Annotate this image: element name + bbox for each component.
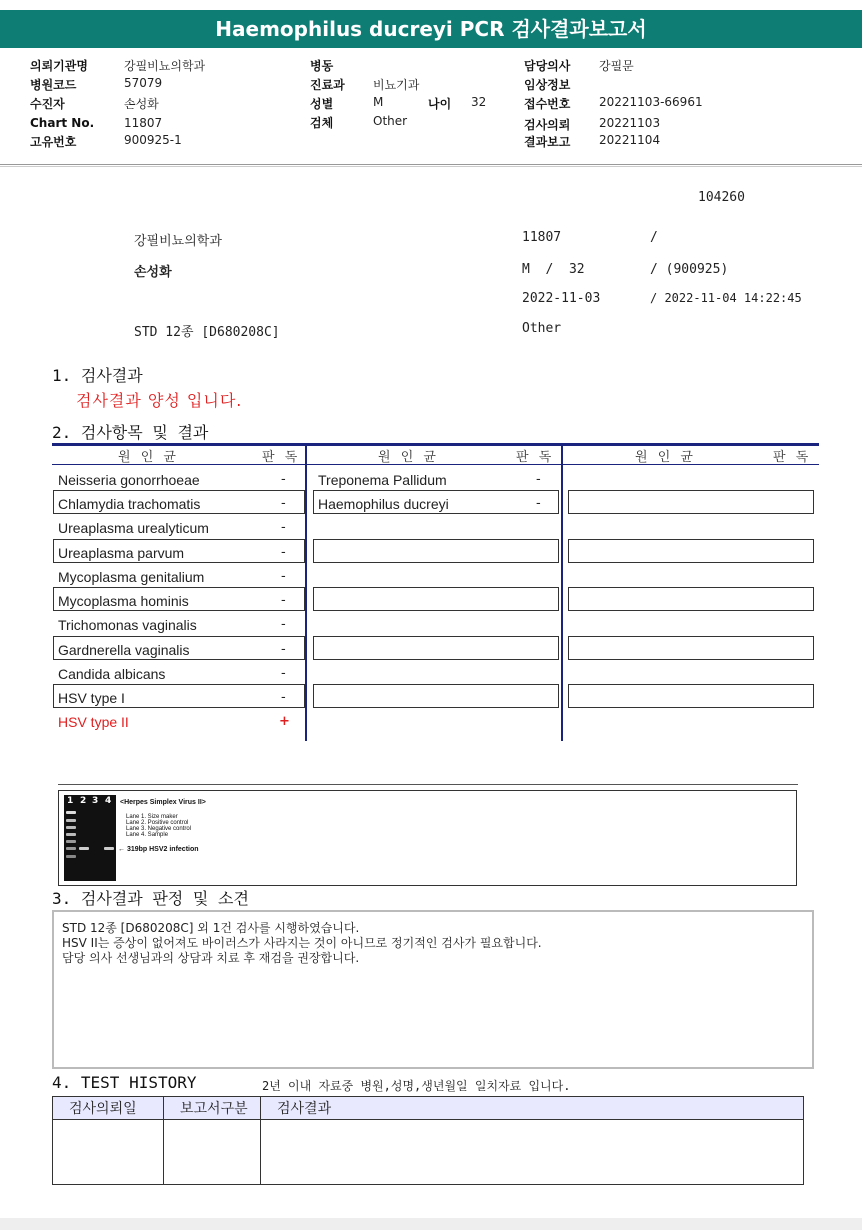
report-title: Haemophilus ducreyi PCR 검사결과보고서 xyxy=(0,10,862,48)
sex-label: 성별 xyxy=(310,97,334,111)
lane-number: 3 xyxy=(92,796,99,806)
history-cell xyxy=(164,1120,261,1185)
history-col-report-type: 보고서구분 xyxy=(164,1097,261,1120)
history-col-result: 검사결과 xyxy=(261,1097,804,1120)
pathogen-name: Haemophilus ducreyi xyxy=(318,496,449,512)
page-bottom-strip xyxy=(0,1218,862,1230)
ladder-band xyxy=(66,847,76,850)
gel-electrophoresis-image xyxy=(64,795,116,881)
summary-code: 104260 xyxy=(698,190,745,205)
pathogen-name: Neisseria gonorrhoeae xyxy=(58,472,200,488)
summary-test: STD 12종 [D680208C] xyxy=(134,325,280,340)
header-pathogen-3: 원 인 균 xyxy=(635,450,696,465)
positive-control-band xyxy=(79,847,89,850)
pathogen-name: Trichomonas vaginalis xyxy=(58,617,197,633)
pathogen-result: - xyxy=(281,593,286,608)
opinion-line: HSV II는 증상이 없어져도 바이러스가 사라지는 것이 아니므로 정기적인 검사가 필요합니다. xyxy=(62,936,542,950)
pathogen-name: Candida albicans xyxy=(58,666,166,682)
header-divider-shadow xyxy=(0,166,862,167)
hospital-code-label: 병원코드 xyxy=(30,78,77,92)
header-divider xyxy=(0,164,862,165)
history-header-row xyxy=(53,1097,804,1120)
summary-hospital: 강필비뇨의학과 xyxy=(134,234,222,249)
unique-id-label: 고유번호 xyxy=(30,135,77,149)
lane-number: 1 xyxy=(67,796,74,806)
doctor-label: 담당의사 xyxy=(524,59,571,73)
request-date-value: 20221103 xyxy=(599,116,661,130)
patient-label: 수진자 xyxy=(30,97,65,111)
receipt-no-value: 20221103-66961 xyxy=(599,95,703,109)
row-box xyxy=(568,636,814,660)
pathogen-result: - xyxy=(281,472,286,487)
specimen-value: Other xyxy=(373,114,408,128)
history-note: 2년 이내 자료중 병원,성명,생년월일 일치자료 입니다. xyxy=(262,1079,571,1093)
row-box xyxy=(568,539,814,563)
row-box xyxy=(568,684,814,708)
pathogen-name: Ureaplasma urealyticum xyxy=(58,520,209,536)
lane-number: 4 xyxy=(105,796,112,806)
figure-rule xyxy=(58,784,798,785)
grid-divider-1 xyxy=(305,443,307,741)
ward-label: 병동 xyxy=(310,59,334,73)
gel-legend-item: Lane 2. Positive control xyxy=(126,820,189,826)
summary-report-datetime: / 2022-11-04 14:22:45 xyxy=(650,291,802,305)
gel-legend-item: Lane 4. Sample xyxy=(126,832,169,838)
opinion-line: 담당 의사 선생님과의 상담과 치료 후 재검을 권장합니다. xyxy=(62,951,360,965)
pathogen-name: Mycoplasma genitalium xyxy=(58,569,205,585)
gel-legend-item: Lane 3. Negative control xyxy=(126,826,192,832)
history-cell xyxy=(261,1120,804,1185)
pathogen-result: - xyxy=(281,690,286,705)
summary-chart: 11807 xyxy=(522,230,562,245)
hospital-label: 의뢰기관명 xyxy=(30,59,88,73)
header-result-1: 판 독 xyxy=(262,450,301,465)
chart-no-value: 11807 xyxy=(124,116,163,130)
summary-sex-age: M / 32 xyxy=(522,262,585,277)
department-value: 비뇨기과 xyxy=(373,78,420,92)
pathogen-result: - xyxy=(281,496,286,511)
pathogen-name: Mycoplasma hominis xyxy=(58,593,189,609)
history-col-request-date: 검사의뢰일 xyxy=(53,1097,164,1120)
positive-result-text: 검사결과 양성 입니다. xyxy=(76,391,243,410)
pathogen-name: Treponema Pallidum xyxy=(318,472,447,488)
section1-title: 1. 검사결과 xyxy=(52,366,143,385)
report-date-value: 20221104 xyxy=(599,133,661,147)
section3-title: 3. 검사결과 판정 및 소견 xyxy=(52,889,249,908)
pathogen-name: Chlamydia trachomatis xyxy=(58,496,201,512)
sample-band xyxy=(104,847,114,850)
band-annotation: ← 319bp HSV2 infection xyxy=(118,846,199,853)
pathogen-name: Ureaplasma parvum xyxy=(58,545,185,561)
pathogen-name: Gardnerella vaginalis xyxy=(58,642,190,658)
row-box xyxy=(313,684,559,708)
report-date-label: 결과보고 xyxy=(524,135,571,149)
specimen-label: 검체 xyxy=(310,116,334,130)
pathogen-result: - xyxy=(281,666,286,681)
pathogen-result: - xyxy=(536,472,541,487)
receipt-no-label: 접수번호 xyxy=(524,97,571,111)
header-pathogen-1: 원 인 균 xyxy=(118,450,179,465)
pathogen-result-positive: + xyxy=(279,714,290,729)
pathogen-name-positive: HSV type II xyxy=(58,714,129,730)
summary-request-date: 2022-11-03 xyxy=(522,291,601,306)
age-value: 32 xyxy=(471,95,487,109)
summary-slash: / xyxy=(650,230,658,245)
hospital-code-value: 57079 xyxy=(124,76,163,90)
pathogen-name: HSV type I xyxy=(58,690,125,706)
ladder-band xyxy=(66,826,76,829)
pathogen-result: - xyxy=(281,617,286,632)
clinical-info-label: 임상정보 xyxy=(524,78,571,92)
ladder-band xyxy=(66,811,76,814)
header-pathogen-2: 원 인 균 xyxy=(378,450,439,465)
ladder-band xyxy=(66,833,76,836)
row-box xyxy=(313,587,559,611)
chart-no-label: Chart No. xyxy=(30,116,95,130)
ladder-band xyxy=(66,855,76,858)
header-result-3: 판 독 xyxy=(773,450,812,465)
section2-title: 2. 검사항목 및 결과 xyxy=(52,423,209,442)
row-box xyxy=(313,636,559,660)
opinion-line: STD 12종 [D680208C] 외 1건 검사를 시행하였습니다. xyxy=(62,921,360,935)
ladder-band xyxy=(66,840,76,843)
pathogen-result: - xyxy=(281,520,286,535)
grid-divider-2 xyxy=(561,443,563,741)
ladder-band xyxy=(66,819,76,822)
history-table xyxy=(52,1096,804,1185)
sex-value: M xyxy=(373,95,384,109)
row-box xyxy=(313,539,559,563)
gel-legend-item: Lane 1. Size maker xyxy=(126,814,178,820)
age-label: 나이 xyxy=(428,97,452,111)
row-box xyxy=(568,490,814,514)
hospital-value: 강필비뇨의학과 xyxy=(124,59,206,73)
request-date-label: 검사의뢰 xyxy=(524,118,571,132)
unique-id-value: 900925-1 xyxy=(124,133,182,147)
summary-patient: 손성화 xyxy=(134,265,172,280)
row-box xyxy=(568,587,814,611)
gel-title: <Herpes Simplex Virus II> xyxy=(120,799,206,806)
lane-number: 2 xyxy=(80,796,87,806)
pathogen-result: - xyxy=(281,642,286,657)
section4-title: 4. TEST HISTORY xyxy=(52,1073,197,1092)
department-label: 진료과 xyxy=(310,78,345,92)
pathogen-result: - xyxy=(281,545,286,560)
summary-specimen: Other xyxy=(522,321,562,336)
pathogen-result: - xyxy=(536,496,541,511)
doctor-value: 강필문 xyxy=(599,59,634,73)
history-cell xyxy=(53,1120,164,1185)
pathogen-result: - xyxy=(281,569,286,584)
header-result-2: 판 독 xyxy=(516,450,555,465)
history-empty-row xyxy=(53,1120,804,1185)
patient-value: 손성화 xyxy=(124,97,159,111)
summary-birth: / (900925) xyxy=(650,262,729,277)
